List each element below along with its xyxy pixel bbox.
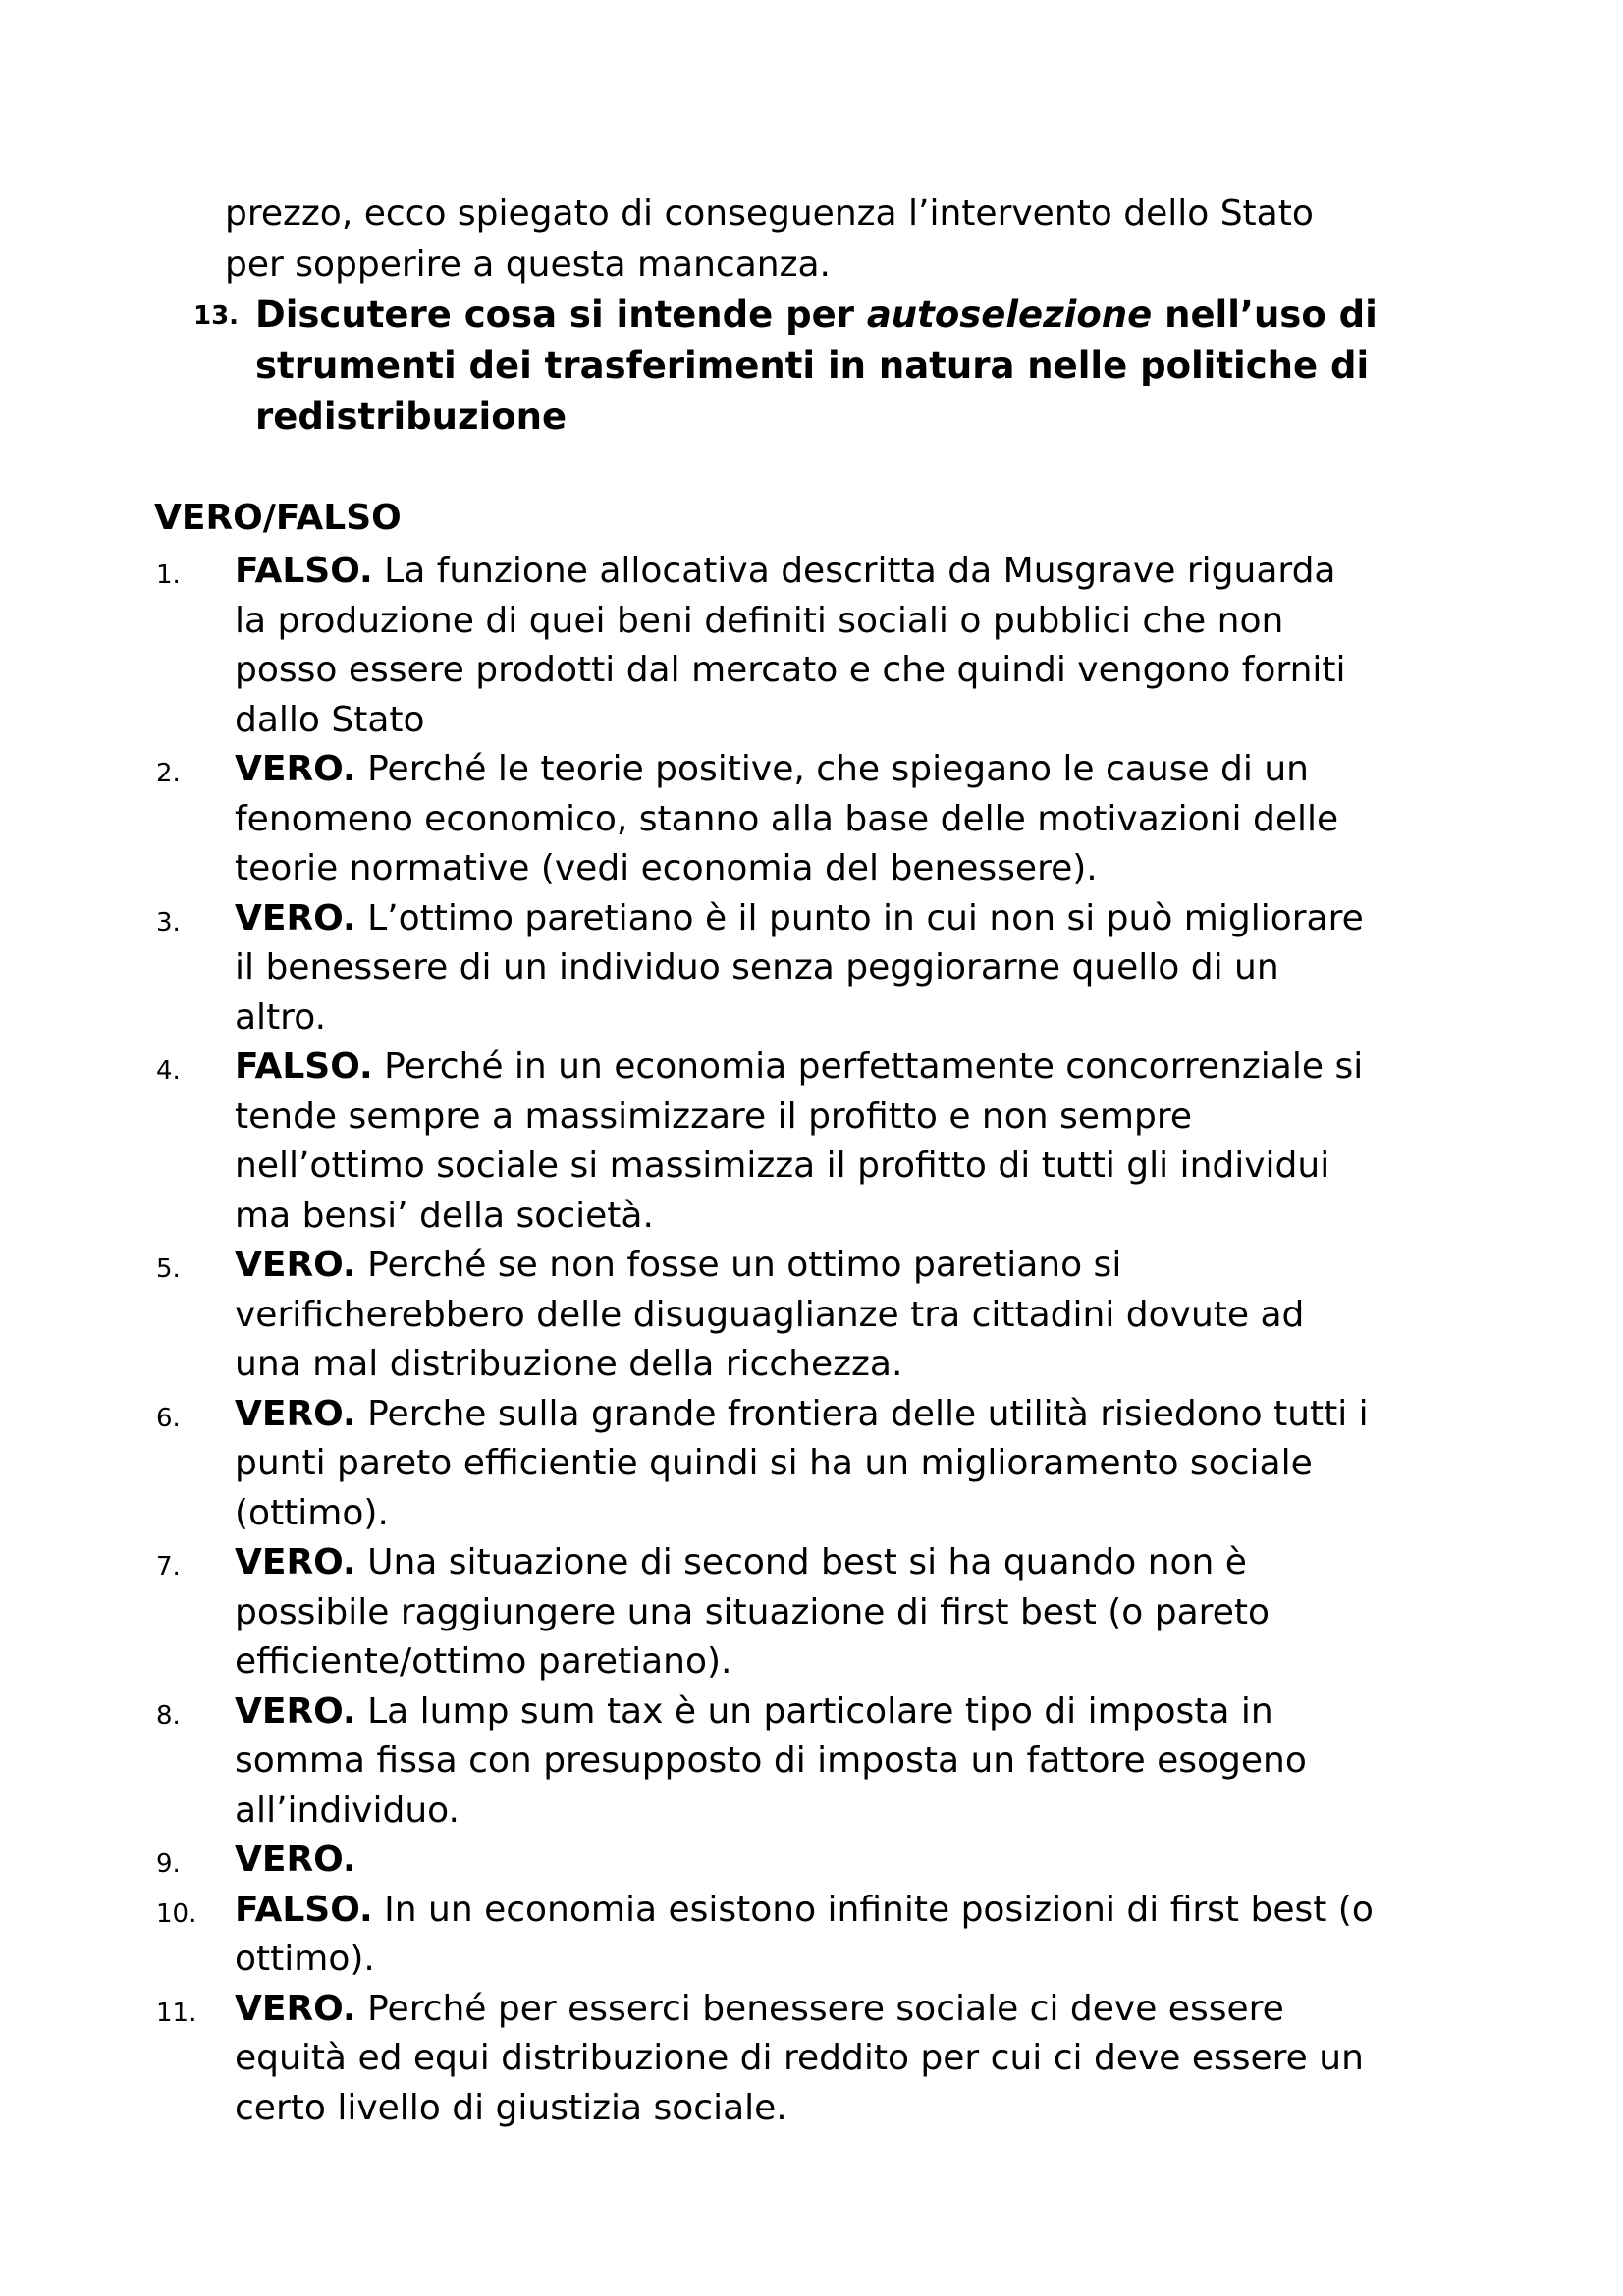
- answer-first-line: [235, 1046, 1364, 1087]
- answer-verdict: VERO.: [235, 1988, 356, 2029]
- answer-continuation-line: fenomeno economico, stanno alla base delle motivazioni delle: [235, 798, 1339, 839]
- answer-first-line: [235, 897, 1364, 938]
- answer-continuation-line: nell’ottimo sociale si massimizza il profitto di tutti gli individui: [235, 1146, 1330, 1186]
- intro-line-1: prezzo, ecco spiegato di conseguenza l’intervento dello Stato: [225, 193, 1314, 234]
- answer-verdict: VERO.: [235, 749, 356, 789]
- answer-text: Perché se non fosse un ottimo paretiano si: [355, 1245, 1122, 1285]
- question-line-2: strumenti dei trasferimenti in natura nelle politiche di: [255, 345, 1370, 387]
- answer-number: 1.: [156, 561, 181, 590]
- answer-first-line: [235, 1245, 1122, 1285]
- answer-continuation-line: posso essere prodotti dal mercato e che quindi vengono forniti: [235, 650, 1346, 690]
- answer-verdict: VERO.: [235, 1690, 356, 1732]
- answer-number: 8.: [156, 1700, 181, 1731]
- answer-first-line: [235, 1889, 1374, 1930]
- section-heading: VERO/FALSO: [154, 498, 402, 538]
- answer-verdict: VERO.: [235, 1393, 356, 1434]
- answer-number: 5.: [156, 1255, 181, 1284]
- answer-continuation-line: teorie normative (vedi economia del benessere).: [235, 848, 1098, 888]
- answer-verdict: VERO.: [235, 1542, 356, 1582]
- answer-first-line: [235, 749, 1309, 789]
- answer-text: Una situazione di second best si ha quando non è: [355, 1542, 1247, 1582]
- answer-continuation-line: efficiente/ottimo paretiano).: [235, 1641, 732, 1682]
- answer-continuation-line: una mal distribuzione della ricchezza.: [235, 1344, 903, 1384]
- answer-continuation-line: ottimo).: [235, 1939, 375, 1979]
- answer-number: 7.: [156, 1552, 181, 1581]
- answer-continuation-line: possibile raggiungere una situazione di first best (o pareto: [235, 1591, 1270, 1632]
- answer-number: 4.: [156, 1056, 181, 1086]
- answer-continuation-line: punti pareto efficientie quindi si ha un miglioramento sociale: [235, 1443, 1313, 1483]
- answer-continuation-line: dallo Stato: [235, 699, 425, 740]
- answer-first-line: [235, 1393, 1369, 1434]
- intro-line-2: per sopperire a questa mancanza.: [225, 244, 831, 285]
- answer-first-line: [235, 1988, 1284, 2029]
- question-line-1: [255, 294, 1378, 336]
- answer-number: 6.: [156, 1403, 181, 1433]
- answer-number: 2.: [156, 759, 181, 788]
- answer-verdict: VERO.: [235, 1840, 356, 1880]
- answer-first-line: [235, 1542, 1247, 1582]
- answer-number: 9.: [156, 1849, 181, 1879]
- question-line-3: redistribuzione: [255, 396, 568, 438]
- question-text-b: nell’uso di: [1152, 294, 1378, 336]
- answer-continuation-line: all’individuo.: [235, 1789, 460, 1831]
- answer-text: Perche sulla grande frontiera delle utilità risiedono tutti i: [355, 1393, 1369, 1434]
- answer-continuation-line: certo livello di giustizia sociale.: [235, 2087, 787, 2128]
- question-number: 13.: [193, 301, 240, 331]
- answer-number: 3.: [156, 907, 181, 937]
- answer-continuation-line: equità ed equi distribuzione di reddito per cui ci deve essere un: [235, 2038, 1364, 2078]
- answer-verdict: VERO.: [235, 897, 356, 938]
- answer-verdict: FALSO.: [235, 551, 373, 591]
- answer-text: La funzione allocativa descritta da Musgrave riguarda: [372, 551, 1336, 591]
- question-emphasis: autoselezione: [866, 294, 1153, 336]
- answer-continuation-line: tende sempre a massimizzare il profitto e non sempre: [235, 1095, 1193, 1137]
- answer-first-line: [235, 551, 1336, 591]
- answer-text: In un economia esistono infinite posizioni di first best (o: [372, 1889, 1374, 1930]
- answer-continuation-line: ma bensi’ della società.: [235, 1195, 654, 1236]
- question-text-a: Discutere cosa si intende per: [255, 294, 867, 336]
- answer-text: L’ottimo paretiano è il punto in cui non si può migliorare: [355, 897, 1364, 938]
- answer-continuation-line: il benessere di un individuo senza peggiorarne quello di un: [235, 947, 1279, 988]
- answer-continuation-line: altro.: [235, 996, 327, 1038]
- answer-continuation-line: verificherebbero delle disuguaglianze tra cittadini dovute ad: [235, 1294, 1305, 1335]
- answer-verdict: VERO.: [235, 1245, 356, 1285]
- answer-number: 11.: [156, 1998, 197, 2028]
- answer-verdict: FALSO.: [235, 1889, 373, 1930]
- answer-continuation-line: la produzione di quei beni definiti sociali o pubblici che non: [235, 600, 1284, 641]
- answer-text: Perché in un economia perfettamente concorrenziale si: [372, 1046, 1364, 1087]
- answer-text: Perché le teorie positive, che spiegano le cause di un: [355, 749, 1309, 789]
- answer-first-line: [235, 1842, 356, 1878]
- answer-text: La lump sum tax è un particolare tipo di imposta in: [355, 1690, 1273, 1732]
- answer-continuation-line: somma fissa con presupposto di imposta un fattore esogeno: [235, 1740, 1307, 1781]
- answer-continuation-line: (ottimo).: [235, 1492, 389, 1533]
- answer-verdict: FALSO.: [235, 1046, 373, 1087]
- answer-text: Perché per esserci benessere sociale ci deve essere: [355, 1988, 1284, 2029]
- answer-first-line: [235, 1690, 1273, 1732]
- answer-number: 10.: [156, 1898, 197, 1929]
